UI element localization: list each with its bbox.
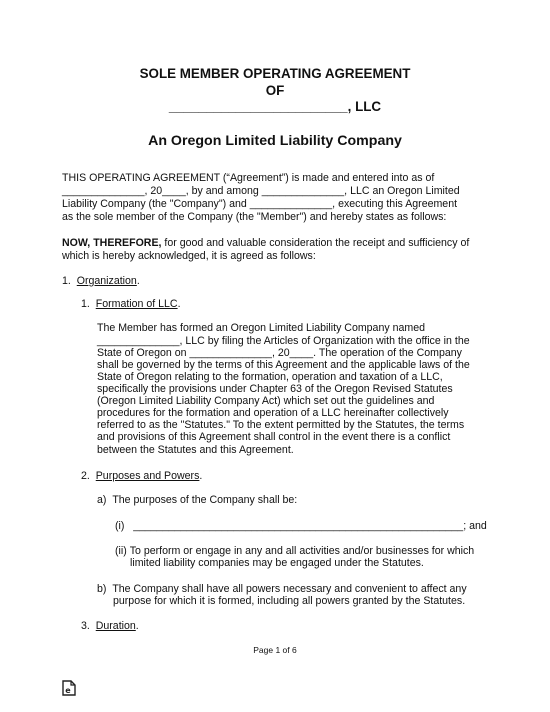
section-heading: Organization — [76, 275, 137, 287]
formation-line: between the Statutes and this Agreement. — [97, 444, 294, 456]
formation-line: (Oregon Limited Liability Company Act) which set out the guidelines and — [97, 395, 435, 407]
intro-line: as the sole member of the Company (the "Member") and hereby states as follows: — [62, 211, 447, 223]
formation-line: shall be governed by the terms of this Agreement and the applicable laws of the — [97, 359, 470, 371]
therefore-rest: for good and valuable consideration the receipt and sufficiency of — [161, 237, 470, 249]
list-text: The Company shall have all powers necessary and convenient to affect any — [112, 583, 467, 595]
intro-line: Liability Company (the "Company") and ______________, executing this Agreement — [62, 198, 458, 210]
document-title: SOLE MEMBER OPERATING AGREEMENT — [139, 66, 411, 81]
list-marker: a) — [97, 494, 107, 506]
therefore-line — [62, 237, 469, 250]
formation-line: State of Oregon relating to the formation, operation and taxation of a LLC, — [97, 371, 443, 383]
list-item-i — [115, 520, 487, 533]
therefore-bold: NOW, THEREFORE, — [62, 237, 162, 249]
subsection-heading: Formation of LLC — [95, 298, 178, 310]
document-subtitle: An Oregon Limited Liability Company — [148, 133, 402, 149]
subsection-number: 2. — [81, 470, 90, 482]
list-line: limited liability companies may be engaged under the Statutes. — [130, 557, 424, 569]
section-heading-period: . — [136, 275, 140, 287]
document-e-icon — [62, 680, 76, 696]
list-line: purpose for which it is formed, including all powers granted by the Statutes. — [113, 595, 466, 607]
formation-line: specifically the provisions under Chapter 63 of the Oregon Revised Statutes — [97, 383, 453, 395]
svg-text:e: e — [65, 686, 71, 695]
section-number: 1. — [62, 275, 71, 287]
subsection-heading-period: . — [199, 470, 203, 482]
list-marker: (i) — [115, 520, 125, 532]
subsection-heading-period: . — [135, 620, 139, 632]
list-item-a — [97, 494, 297, 507]
list-marker: (ii) — [115, 545, 127, 557]
intro-line: THIS OPERATING AGREEMENT (“Agreement”) is made and entered into as of — [62, 172, 435, 184]
formation-line: ______________, LLC by filing the Articles of Organization with the office in the — [97, 335, 470, 347]
list-text: The purposes of the Company shall be: — [112, 494, 298, 506]
list-text: ________________________________________________________; and — [133, 520, 487, 532]
list-line — [97, 583, 467, 596]
therefore-line: which is hereby acknowledged, it is agreed as follows: — [62, 250, 316, 262]
formation-line: procedures for the formation and operation of a LLC hereinafter collectively — [97, 407, 449, 419]
intro-line: ______________, 20____, by and among ______________, LLC an Oregon Limited — [62, 185, 460, 197]
formation-line: referred to as the "Statutes." To the extent permitted by the Statutes, the terms — [97, 419, 465, 431]
list-line — [115, 545, 474, 558]
section-organization — [62, 275, 140, 288]
company-name-blank: ________________________, LLC — [168, 99, 382, 114]
subsection-number: 1. — [81, 298, 90, 310]
list-text: To perform or engage in any and all activities and/or businesses for which — [129, 545, 475, 557]
formation-line: State of Oregon on ______________, 20____. The operation of the Company — [97, 347, 462, 359]
subsection-number: 3. — [81, 620, 90, 632]
subsection-heading: Duration — [95, 620, 136, 632]
subsection-heading: Purposes and Powers — [95, 470, 200, 482]
subsection-purposes — [81, 470, 202, 483]
document-title-of: OF — [265, 83, 285, 98]
subsection-formation — [81, 298, 181, 311]
page-number: Page 1 of 6 — [253, 645, 297, 655]
formation-line: and provisions of this Agreement shall control in the event there is a conflict — [97, 431, 451, 443]
formation-line: The Member has formed an Oregon Limited Liability Company named — [97, 322, 425, 334]
list-marker: b) — [97, 583, 107, 595]
subsection-heading-period: . — [177, 298, 181, 310]
subsection-duration — [81, 620, 139, 633]
